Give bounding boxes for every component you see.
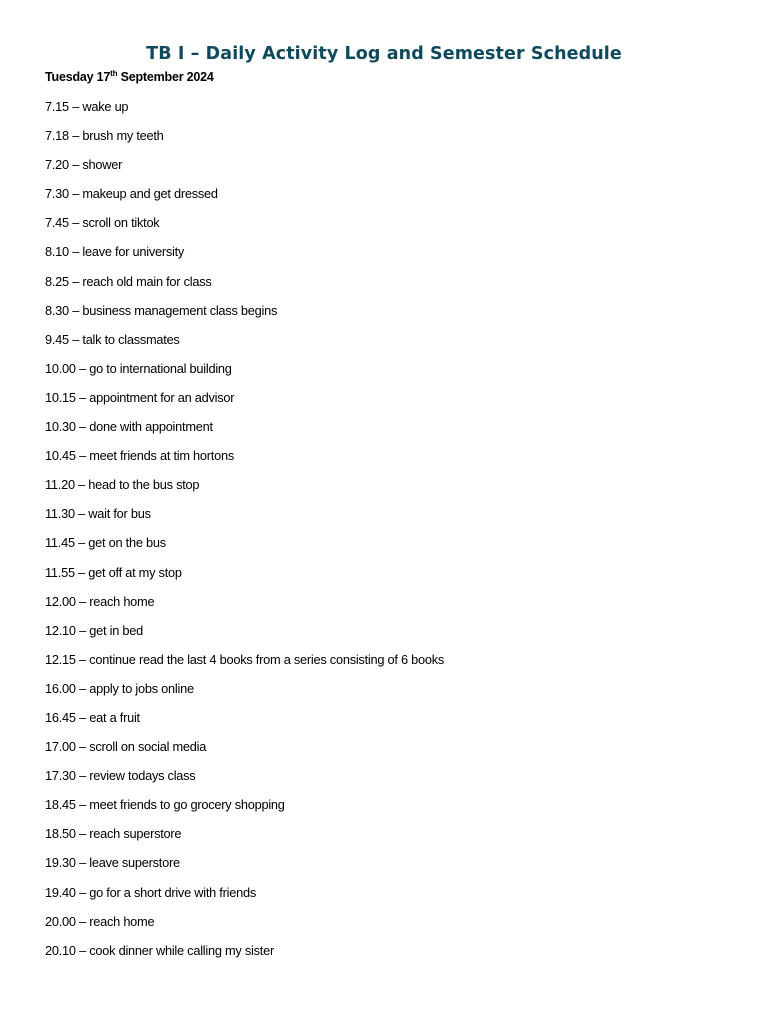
- log-date-ordinal: th: [110, 68, 118, 78]
- activity-entry: 18.50 – reach superstore: [45, 826, 182, 842]
- activity-entry: 20.00 – reach home: [45, 913, 155, 929]
- activity-entry: 7.18 – brush my teeth: [45, 128, 164, 144]
- log-date-day: Tuesday 17: [45, 70, 111, 84]
- activity-entry: 7.15 – wake up: [45, 99, 129, 114]
- activity-entry: 16.45 – eat a fruit: [45, 709, 140, 725]
- activity-entry: 7.30 – makeup and get dressed: [45, 186, 218, 202]
- log-date: [45, 70, 214, 84]
- activity-entry: 11.30 – wait for bus: [45, 506, 151, 522]
- activity-entry: 12.15 – continue read the last 4 books from a series consisting of 6 books: [45, 651, 445, 667]
- activity-entry: 8.10 – leave for university: [45, 244, 185, 260]
- document-title: TB I – Daily Activity Log and Semester Schedule: [146, 44, 622, 64]
- activity-entry: 10.15 – appointment for an advisor: [45, 389, 235, 405]
- activity-list: [45, 98, 725, 971]
- activity-entry: 10.30 – done with appointment: [45, 419, 213, 435]
- activity-entry: 11.45 – get on the bus: [45, 535, 166, 551]
- activity-entry: 9.45 – talk to classmates: [45, 331, 180, 347]
- activity-entry: 12.00 – reach home: [45, 593, 155, 609]
- activity-entry: 16.00 – apply to jobs online: [45, 680, 194, 696]
- activity-entry: 11.20 – head to the bus stop: [45, 477, 200, 493]
- activity-entry: 7.20 – shower: [45, 157, 123, 173]
- activity-entry: 10.00 – go to international building: [45, 360, 232, 376]
- activity-entry: 11.55 – get off at my stop: [45, 564, 182, 580]
- activity-entry: 7.45 – scroll on tiktok: [45, 215, 160, 231]
- log-date-month-year: September 2024: [117, 70, 214, 84]
- activity-entry: 17.00 – scroll on social media: [45, 739, 207, 755]
- activity-entry: 20.10 – cook dinner while calling my sister: [45, 942, 274, 958]
- activity-entry: 12.10 – get in bed: [45, 622, 143, 638]
- activity-entry: 8.25 – reach old main for class: [45, 273, 212, 289]
- activity-entry: 19.40 – go for a short drive with friends: [45, 884, 256, 900]
- activity-entry: 17.30 – review todays class: [45, 768, 196, 784]
- activity-entry: 10.45 – meet friends at tim hortons: [45, 448, 234, 464]
- activity-entry: 18.45 – meet friends to go grocery shopping: [45, 797, 285, 813]
- activity-entry: 8.30 – business management class begins: [45, 302, 278, 318]
- activity-entry: 19.30 – leave superstore: [45, 855, 180, 871]
